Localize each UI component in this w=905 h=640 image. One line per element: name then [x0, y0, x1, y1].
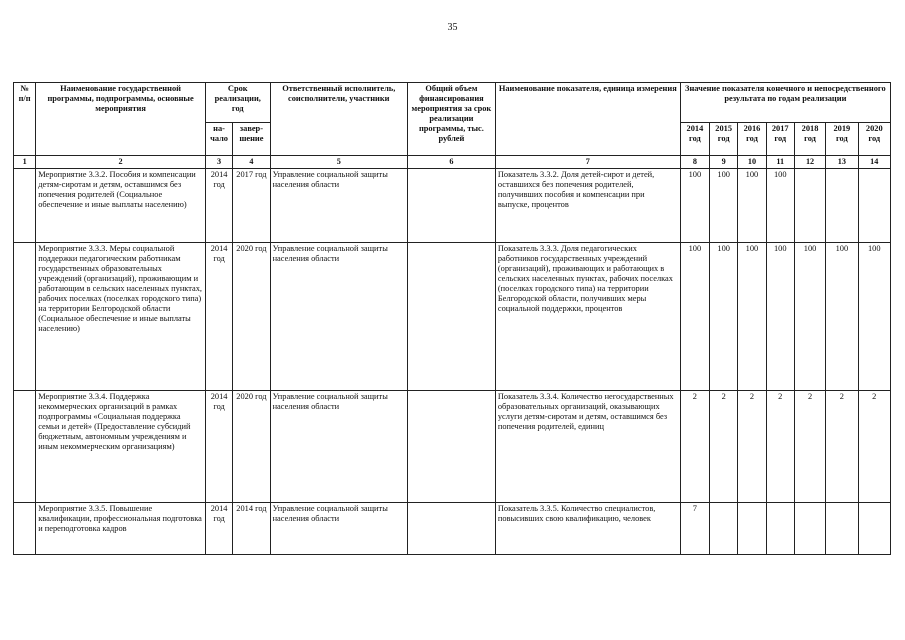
column-number: 7	[495, 156, 680, 169]
value-2014: 7	[680, 502, 709, 554]
value-2018	[794, 168, 825, 242]
value-2017: 2	[766, 390, 794, 502]
row-num	[14, 242, 36, 390]
column-number: 12	[794, 156, 825, 169]
funding	[407, 390, 495, 502]
executor: Управление социальной защиты населения области	[270, 502, 407, 554]
value-2016: 2	[738, 390, 766, 502]
value-2015: 100	[710, 242, 738, 390]
value-2018: 2	[794, 390, 825, 502]
term-start: 2014 год	[205, 168, 232, 242]
value-2014: 2	[680, 390, 709, 502]
value-2016	[738, 502, 766, 554]
value-2020	[858, 502, 890, 554]
value-2015: 100	[710, 168, 738, 242]
header-values: Значение показателя конечного и непосредственного результата по годам реализации	[680, 83, 890, 123]
activity-name: Мероприятие 3.3.2. Пособия и компенсации детям-сиротам и детям, оставшимся без попечения родителей (Социальное обеспечение и иные выплаты населению)	[36, 168, 206, 242]
value-2015: 2	[710, 390, 738, 502]
header-term-end: завер-шение	[233, 123, 270, 156]
indicator: Показатель 3.3.4. Количество негосударственных образовательных организаций, оказывающих услуги детям-сиротам и детям, оставшимся без попечения родителей, единиц	[495, 390, 680, 502]
column-number: 1	[14, 156, 36, 169]
value-2018: 100	[794, 242, 825, 390]
funding	[407, 242, 495, 390]
column-number: 10	[738, 156, 766, 169]
term-start: 2014 год	[205, 390, 232, 502]
value-2015	[710, 502, 738, 554]
row-num	[14, 168, 36, 242]
value-2020: 2	[858, 390, 890, 502]
table-row	[14, 242, 891, 390]
value-2017: 100	[766, 168, 794, 242]
header-name: Наименование государственной программы, подпрограммы, основные мероприятия	[36, 83, 206, 156]
header-year: 2018 год	[794, 123, 825, 156]
header-executor: Ответственный исполнитель, соисполнители, участники	[270, 83, 407, 156]
table-row	[14, 168, 891, 242]
term-end: 2017 год	[233, 168, 270, 242]
column-number: 4	[233, 156, 270, 169]
column-number: 14	[858, 156, 890, 169]
table-row	[14, 502, 891, 554]
header-indicator: Наименование показателя, единица измерения	[495, 83, 680, 156]
column-number: 2	[36, 156, 206, 169]
value-2019: 2	[826, 390, 858, 502]
header-year: 2020 год	[858, 123, 890, 156]
value-2016: 100	[738, 168, 766, 242]
value-2017: 100	[766, 242, 794, 390]
term-start: 2014 год	[205, 502, 232, 554]
row-num	[14, 502, 36, 554]
value-2019	[826, 502, 858, 554]
value-2019	[826, 168, 858, 242]
column-number: 3	[205, 156, 232, 169]
row-num	[14, 390, 36, 502]
header-term: Срок реализации, год	[205, 83, 270, 123]
term-end: 2014 год	[233, 502, 270, 554]
activity-name: Мероприятие 3.3.3. Меры социальной поддержки педагогическим работникам государственных образовательных учреждений (организаций), проживающим и работающим в сельских населенных пунктах, рабочих поселках (поселках городского типа) на территории Белгородской области (Социальное обеспечение и иные выплаты населению)	[36, 242, 206, 390]
column-number: 8	[680, 156, 709, 169]
value-2019: 100	[826, 242, 858, 390]
funding	[407, 502, 495, 554]
table-row	[14, 390, 891, 502]
column-number: 13	[826, 156, 858, 169]
term-end: 2020 год	[233, 390, 270, 502]
header-year: 2019 год	[826, 123, 858, 156]
executor: Управление социальной защиты населения области	[270, 242, 407, 390]
header-year: 2014 год	[680, 123, 709, 156]
page-number: 35	[447, 22, 458, 33]
executor: Управление социальной защиты населения области	[270, 390, 407, 502]
column-number: 9	[710, 156, 738, 169]
column-number: 11	[766, 156, 794, 169]
value-2018	[794, 502, 825, 554]
funding	[407, 168, 495, 242]
value-2020	[858, 168, 890, 242]
indicator: Показатель 3.3.2. Доля детей-сирот и детей, оставшихся без попечения родителей, получивших пособия и компенсации при выпуске, процентов	[495, 168, 680, 242]
indicator: Показатель 3.3.3. Доля педагогических работников государственных учреждений (организаций), проживающих и работающих в сельских населенных пунктах, рабочих поселках (поселках городского типа) на территории Белгородской области, получивших меры социальной поддержки, процентов	[495, 242, 680, 390]
term-end: 2020 год	[233, 242, 270, 390]
program-table	[13, 82, 891, 555]
activity-name: Мероприятие 3.3.5. Повышение квалификации, профессиональная подготовка и переподготовка кадров	[36, 502, 206, 554]
indicator: Показатель 3.3.5. Количество специалистов, повысивших свою квалификацию, человек	[495, 502, 680, 554]
header-funding: Общий объем финансирования мероприятия за срок реализации программы, тыс. рублей	[407, 83, 495, 156]
header-year: 2015 год	[710, 123, 738, 156]
term-start: 2014 год	[205, 242, 232, 390]
value-2016: 100	[738, 242, 766, 390]
value-2020: 100	[858, 242, 890, 390]
header-year: 2016 год	[738, 123, 766, 156]
value-2014: 100	[680, 242, 709, 390]
value-2014: 100	[680, 168, 709, 242]
executor: Управление социальной защиты населения области	[270, 168, 407, 242]
header-term-start: на-чало	[205, 123, 232, 156]
value-2017	[766, 502, 794, 554]
header-num: № п/п	[14, 83, 36, 156]
activity-name: Мероприятие 3.3.4. Поддержка некоммерческих организаций в рамках подпрограммы «Социальная поддержка семьи и детей» (Предоставление субсидий бюджетным, автономным учреждениям и иным некоммерческим организациям)	[36, 390, 206, 502]
header-year: 2017 год	[766, 123, 794, 156]
column-number: 5	[270, 156, 407, 169]
column-number: 6	[407, 156, 495, 169]
